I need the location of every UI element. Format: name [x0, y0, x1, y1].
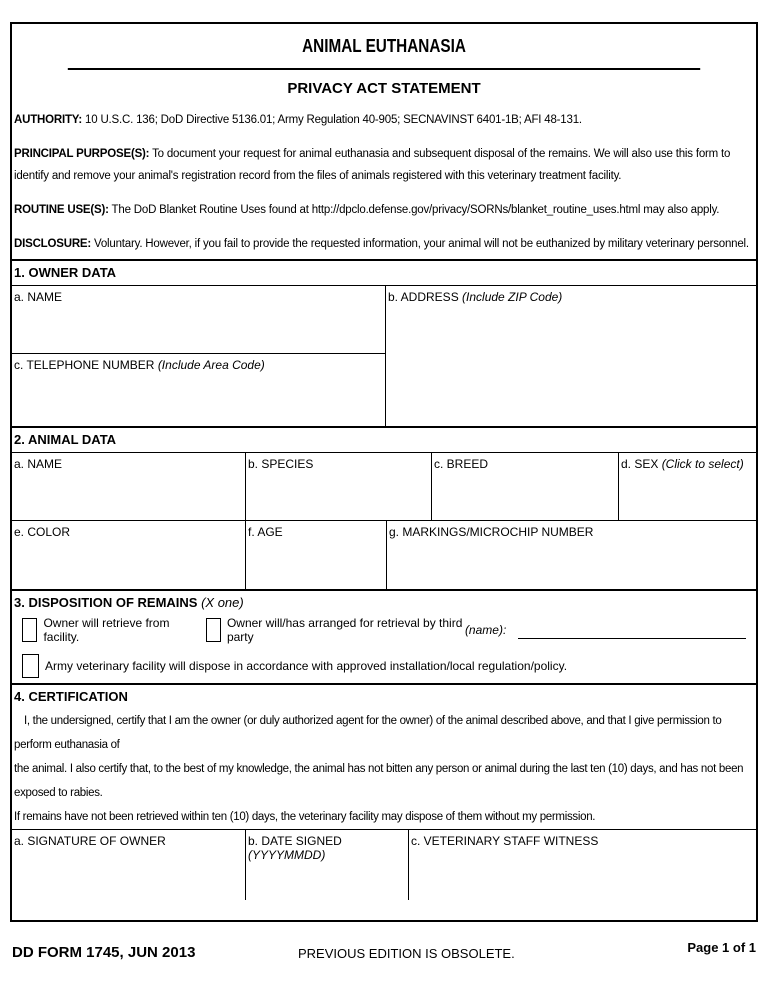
- disclosure-label: DISCLOSURE:: [14, 238, 92, 250]
- animal-name-field[interactable]: [12, 453, 246, 520]
- form-footer: [12, 940, 756, 970]
- certification-heading: 4. CERTIFICATION: [12, 683, 756, 709]
- signature-row: [12, 829, 756, 900]
- retrieve-label: Owner will retrieve from facility.: [43, 616, 170, 644]
- purpose-paragraph: [14, 143, 754, 187]
- disclosure-paragraph: [14, 233, 754, 255]
- third-party-hint: (name):: [464, 623, 507, 637]
- third-party-name-input[interactable]: [518, 622, 746, 639]
- owner-address-field[interactable]: [386, 286, 756, 426]
- euthanasia-form: [10, 22, 758, 922]
- animal-color-label: e. COLOR: [14, 525, 71, 539]
- witness-field[interactable]: [409, 830, 756, 900]
- animal-sex-select[interactable]: [619, 453, 756, 520]
- cert-line-3: If remains have not been retrieved within ten (10) days, the veterinary facility may dispose of them without my permission.: [14, 811, 596, 823]
- animal-row-2: [12, 521, 756, 589]
- owner-signature-field[interactable]: [12, 830, 246, 900]
- witness-label: c. VETERINARY STAFF WITNESS: [411, 834, 599, 848]
- routine-label: ROUTINE USE(S):: [14, 204, 109, 216]
- routine-text: The DoD Blanket Routine Uses found at http://dpclo.defense.gov/privacy/SORNs/blanket_routine_uses.html may also apply.: [108, 204, 720, 216]
- disposition-heading-hint: (X one): [201, 595, 244, 610]
- owner-name-label: a. NAME: [14, 290, 63, 304]
- owner-phone-hint: (Include Area Code): [157, 358, 265, 372]
- owner-data-section: [12, 286, 756, 427]
- animal-sex-label: d. SEX: [621, 457, 662, 471]
- owner-address-hint: (Include ZIP Code): [462, 290, 563, 304]
- previous-edition-note: PREVIOUS EDITION IS OBSOLETE.: [298, 946, 515, 961]
- animal-species-field[interactable]: [246, 453, 432, 520]
- routine-paragraph: [14, 199, 754, 221]
- animal-row-1: [12, 453, 756, 521]
- form-number: DD FORM 1745, JUN 2013: [12, 944, 196, 961]
- animal-age-field[interactable]: [246, 521, 387, 589]
- animal-age-label: f. AGE: [248, 525, 283, 539]
- animal-species-label: b. SPECIES: [248, 457, 314, 471]
- owner-name-field[interactable]: [12, 286, 385, 354]
- authority-paragraph: [14, 109, 754, 131]
- animal-sex-hint: (Click to select): [661, 457, 744, 471]
- privacy-act-statement: [12, 80, 756, 255]
- animal-name-label: a. NAME: [14, 457, 63, 471]
- privacy-title: PRIVACY ACT STATEMENT: [287, 80, 481, 97]
- disposition-heading-text: 3. DISPOSITION OF REMAINS: [14, 595, 202, 610]
- animal-breed-field[interactable]: [432, 453, 619, 520]
- date-signed-field[interactable]: [246, 830, 409, 900]
- disclosure-text: Voluntary. However, if you fail to provide the requested information, your animal will not be euthanized by military veterinary personnel.: [91, 238, 749, 250]
- authority-text: 10 U.S.C. 136; DoD Directive 5136.01; Army Regulation 40-905; SECNAVINST 6401-1B; AFI 48-131.: [82, 114, 582, 126]
- owner-phone-field[interactable]: [12, 354, 385, 426]
- animal-data-heading: 2. ANIMAL DATA: [12, 427, 756, 453]
- page-number: Page 1 of 1: [687, 940, 756, 955]
- animal-markings-field[interactable]: [387, 521, 756, 589]
- dispose-label: Army veterinary facility will dispose in accordance with approved installation/local regulation/policy.: [45, 659, 568, 673]
- third-party-label: Owner will/has arranged for retrieval by third party: [226, 616, 463, 644]
- purpose-text: To document your request for animal euthanasia and subsequent disposal of the remains. We will also use this form to identify and remove your animal's registration record from the files of animals registered with this veterinary treatment facility.: [14, 148, 731, 182]
- disposition-options: [12, 615, 756, 683]
- disposition-heading: [12, 589, 756, 615]
- date-label: b. DATE SIGNED: [248, 834, 342, 848]
- animal-color-field[interactable]: [12, 521, 246, 589]
- owner-data-heading: 1. OWNER DATA: [12, 259, 756, 286]
- certification-text: [12, 709, 756, 829]
- cert-line-1: I, the undersigned, certify that I am the owner (or duly authorized agent for the owner) of the animal described above, and that I give permission to perform euthanasia of: [14, 715, 722, 751]
- owner-phone-label: c. TELEPHONE NUMBER: [14, 358, 158, 372]
- animal-markings-label: g. MARKINGS/MICROCHIP NUMBER: [389, 525, 594, 539]
- date-hint: (YYYYMMDD): [248, 848, 326, 862]
- form-title: ANIMAL EUTHANASIA: [68, 24, 700, 70]
- third-party-checkbox[interactable]: [206, 618, 221, 642]
- cert-line-2: the animal. I also certify that, to the best of my knowledge, the animal has not bitten any person or animal during the last ten (10) days, and has not been exposed to rabies.: [14, 763, 744, 799]
- animal-breed-label: c. BREED: [434, 457, 489, 471]
- dispose-checkbox[interactable]: [22, 654, 39, 678]
- retrieve-checkbox[interactable]: [22, 618, 37, 642]
- signature-label: a. SIGNATURE OF OWNER: [14, 834, 166, 848]
- authority-label: AUTHORITY:: [14, 114, 83, 126]
- owner-address-label: b. ADDRESS: [388, 290, 463, 304]
- purpose-label: PRINCIPAL PURPOSE(S):: [14, 148, 150, 160]
